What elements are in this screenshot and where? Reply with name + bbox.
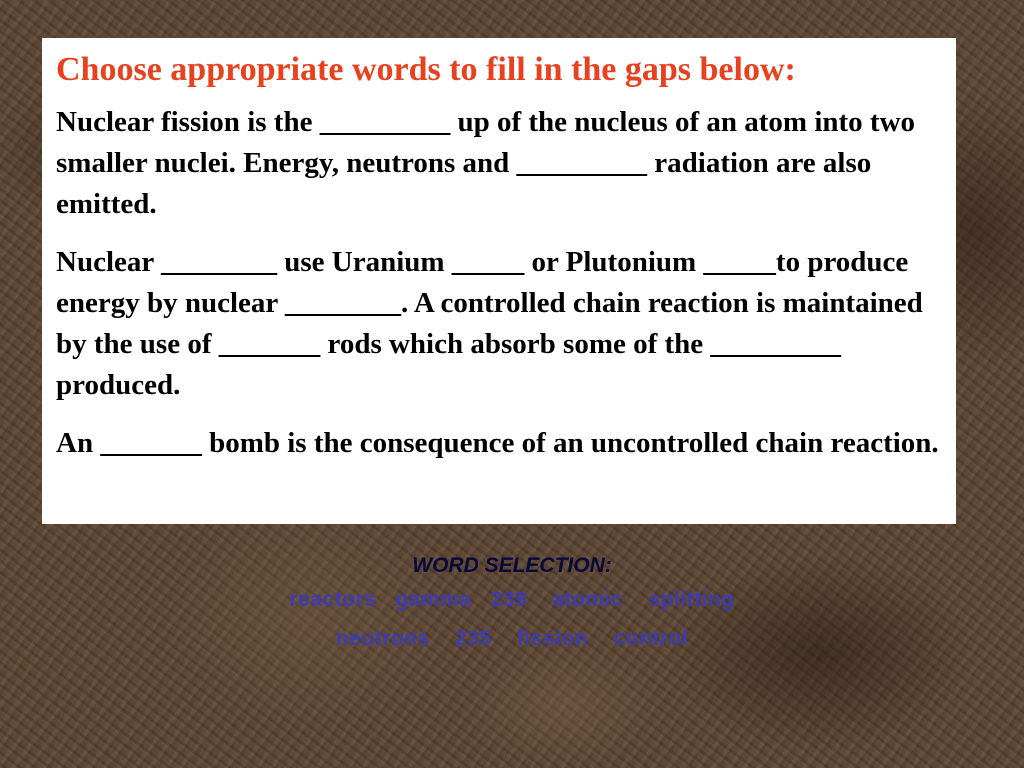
word-control: control <box>613 627 689 650</box>
word-atomic: atomic <box>552 588 624 611</box>
word-splitting: splitting <box>648 588 735 611</box>
word-selection-row-2 <box>0 627 1024 651</box>
word-selection-title: WORD SELECTION: <box>412 554 612 577</box>
paragraph-reactors: Nuclear ________ use Uranium _____ or Plutonium _____to produce energy by nuclear ________. A controlled chain reaction is maintained by the use of _______ rods which absorb some of the _________ produced. <box>56 246 923 401</box>
word-gamma: gamma <box>395 588 472 611</box>
word-239: 239 <box>490 588 527 611</box>
worksheet-card <box>42 38 956 524</box>
paragraph-fission: Nuclear fission is the _________ up of the nucleus of an atom into two smaller nuclei. Energy, neutrons and _________ radiation are also emitted. <box>56 106 916 220</box>
word-fission: fission <box>516 627 589 650</box>
paragraph-bomb: An _______ bomb is the consequence of an uncontrolled chain reaction. <box>56 427 939 459</box>
word-selection-row-1 <box>0 588 1024 612</box>
word-235: 235 <box>455 627 492 650</box>
word-neutrons: neutrons <box>335 627 430 650</box>
word-reactors: reactors <box>289 588 377 611</box>
worksheet-title: Choose appropriate words to fill in the gaps below: <box>56 51 796 88</box>
